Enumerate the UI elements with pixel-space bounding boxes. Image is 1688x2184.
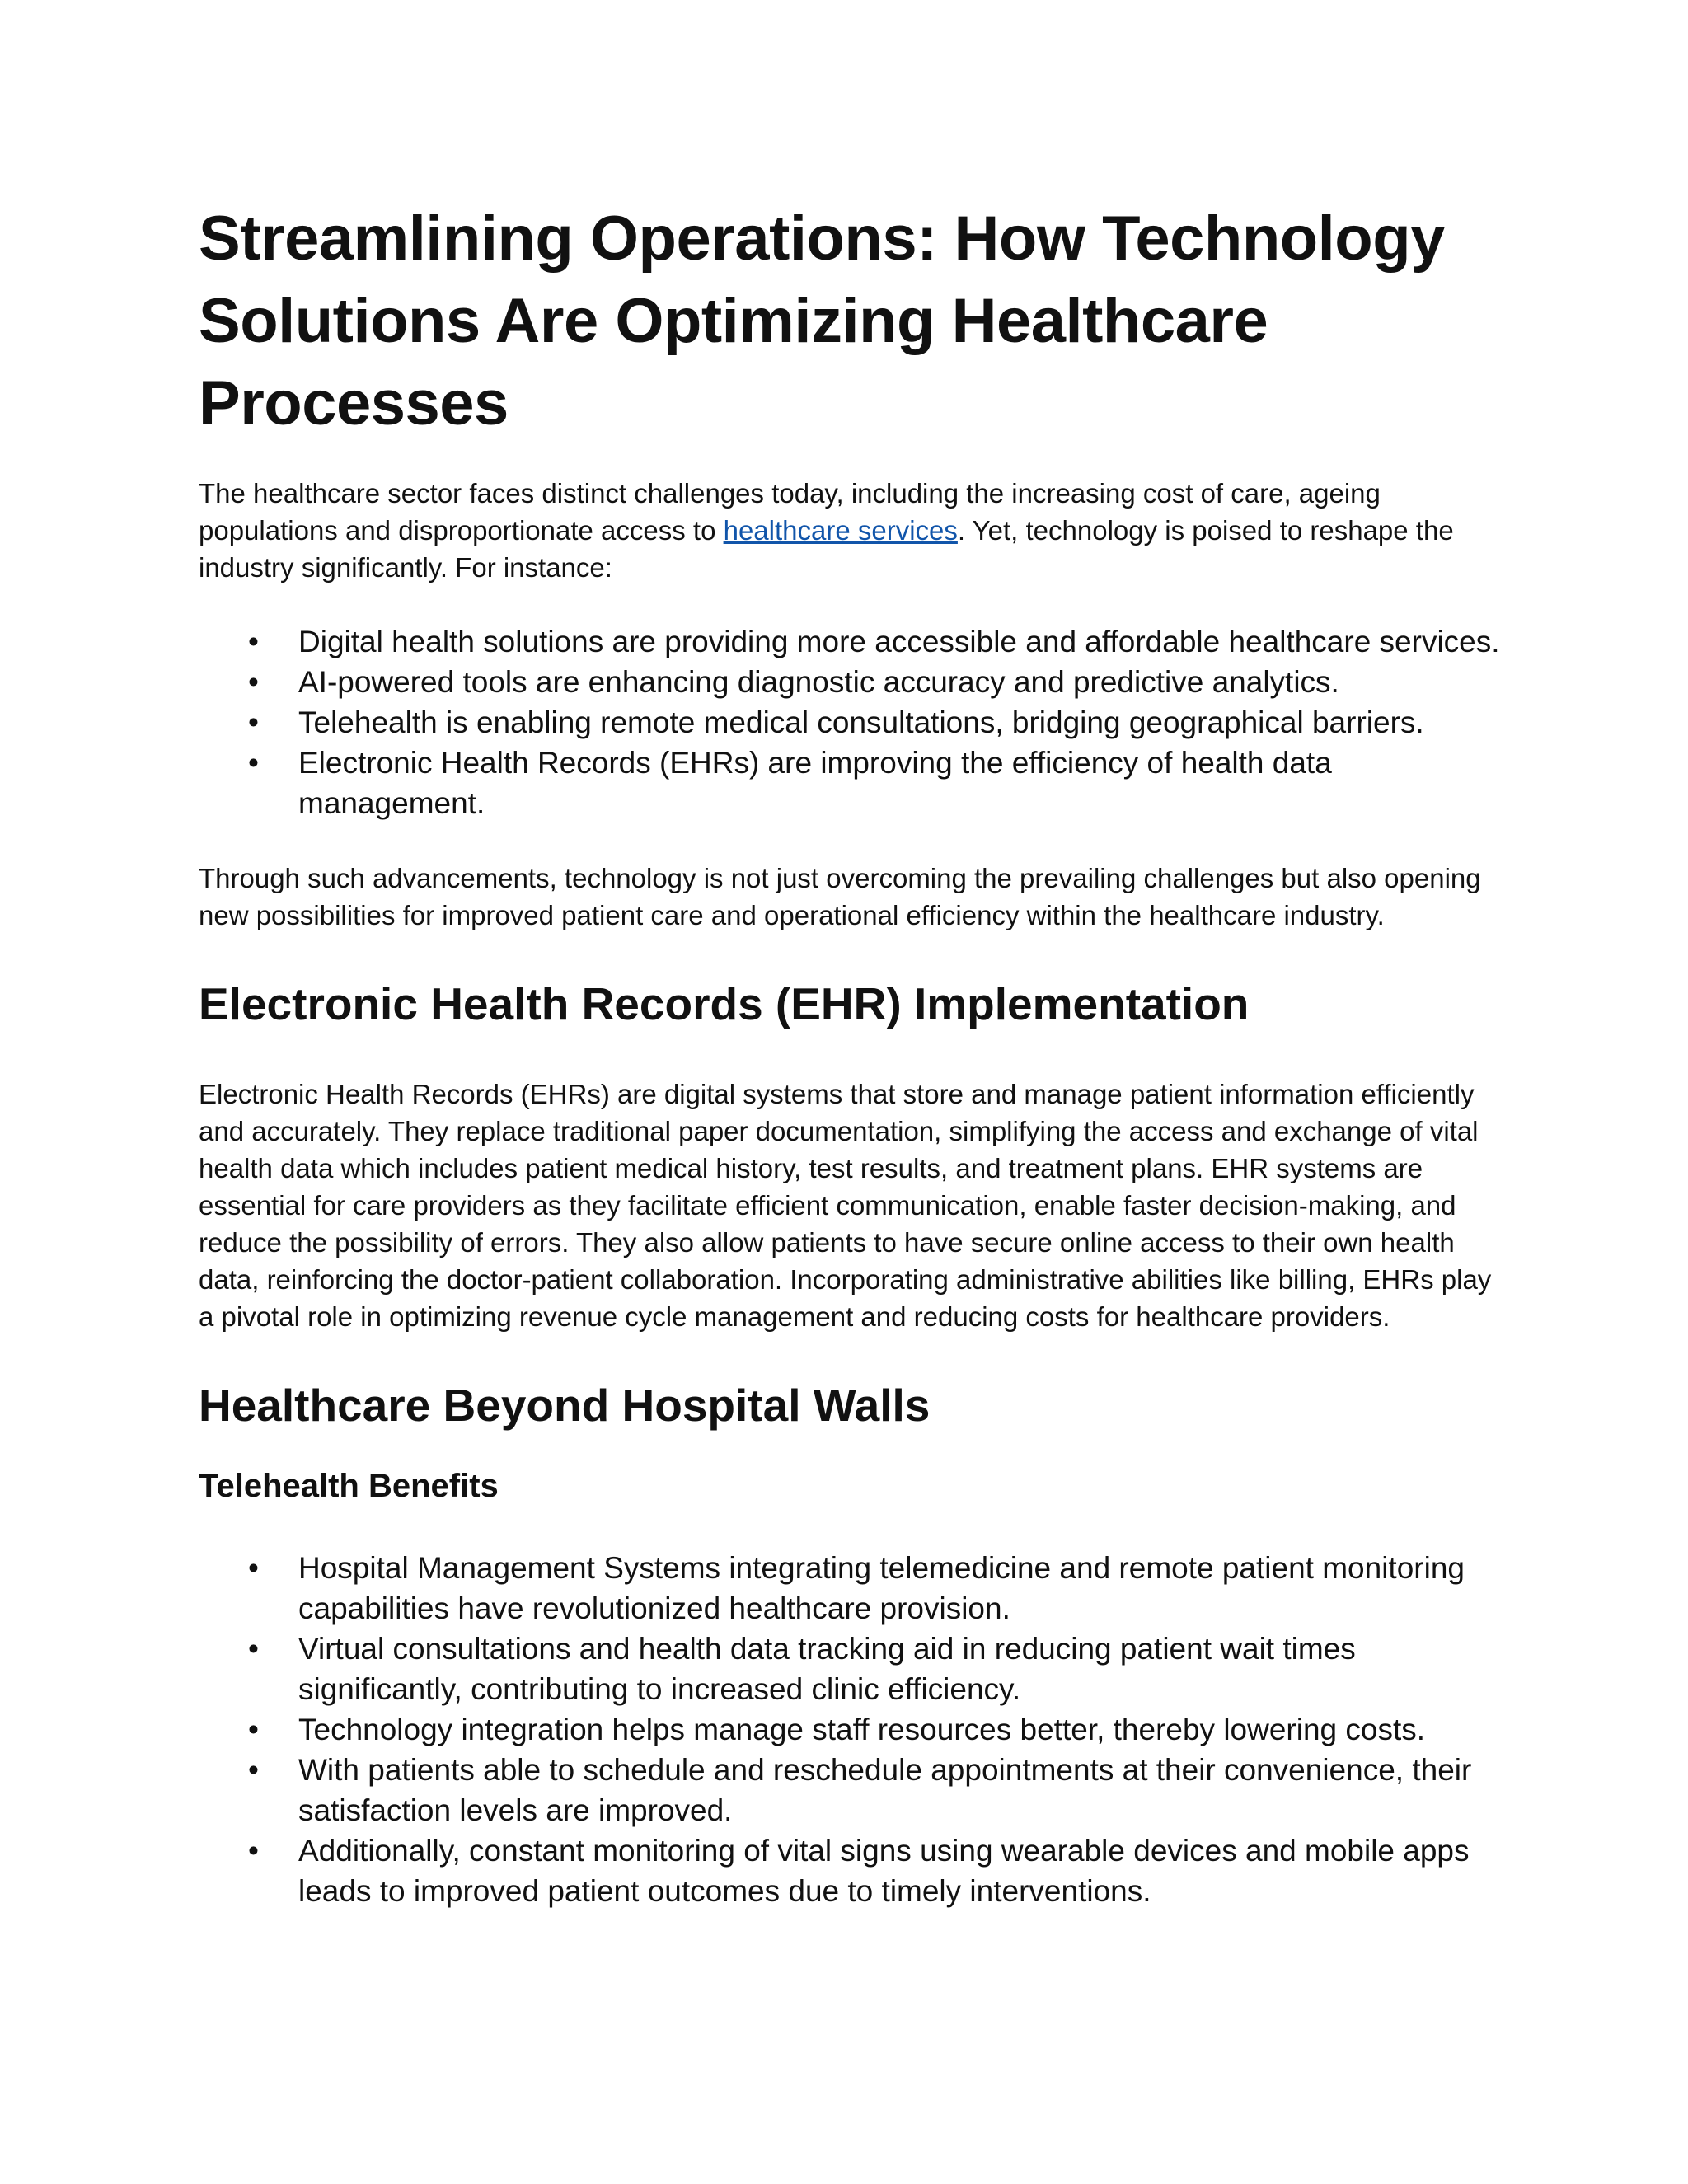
bullet-icon: • [248, 1713, 259, 1746]
list-item [199, 1548, 1501, 1629]
intro-bullet-list [199, 621, 1501, 823]
bullet-icon: • [248, 625, 259, 658]
list-item-text: Additionally, constant monitoring of vital signs using wearable devices and mobile apps leads to improved patient outcomes due to timely interventions. [298, 1834, 1470, 1908]
telehealth-bullet-list [199, 1548, 1501, 1911]
list-item [199, 1629, 1501, 1709]
bullet-icon: • [248, 746, 259, 780]
ehr-section-heading: Electronic Health Records (EHR) Implementation [199, 978, 1250, 1029]
intro-conclusion-paragraph: Through such advancements, technology is not just overcoming the prevailing challenges but also opening new possibilities for improved patient care and operational efficiency within the healthcare industry. [199, 863, 1481, 930]
list-item-text: Technology integration helps manage staff resources better, thereby lowering costs. [298, 1713, 1426, 1746]
list-item-text: Digital health solutions are providing more accessible and affordable healthcare services. [298, 625, 1500, 658]
list-item [199, 1709, 1501, 1750]
bullet-icon: • [248, 705, 259, 739]
bullet-icon: • [248, 1632, 259, 1666]
list-item [199, 662, 1501, 702]
list-item [199, 1750, 1501, 1830]
list-item-text: Hospital Management Systems integrating telemedicine and remote patient monitoring capabilities have revolutionized healthcare provision. [298, 1551, 1465, 1625]
list-item [199, 743, 1501, 823]
list-item-text: Telehealth is enabling remote medical consultations, bridging geographical barriers. [298, 705, 1424, 739]
list-item-text: AI-powered tools are enhancing diagnostic accuracy and predictive analytics. [298, 665, 1339, 699]
list-item-text: With patients able to schedule and reschedule appointments at their convenience, their satisfaction levels are improved. [298, 1753, 1472, 1827]
list-item [199, 1830, 1501, 1911]
intro-text-after-link: . Yet, technology is poised to reshape the industry significantly. For instance: [199, 515, 1454, 583]
beyond-section-heading: Healthcare Beyond Hospital Walls [199, 1380, 931, 1431]
document-content [199, 198, 1501, 1911]
telehealth-subheading: Telehealth Benefits [199, 1468, 499, 1504]
intro-text-before-link: The healthcare sector faces distinct challenges today, including the increasing cost of care, ageing populations and disproportionate access to [199, 478, 1381, 546]
bullet-icon: • [248, 1834, 259, 1868]
list-item-text: Virtual consultations and health data tracking aid in reducing patient wait times significantly, contributing to increased clinic efficiency. [298, 1632, 1356, 1706]
list-item [199, 702, 1501, 743]
bullet-icon: • [248, 1551, 259, 1585]
bullet-icon: • [248, 1753, 259, 1787]
healthcare-services-link[interactable]: healthcare services [723, 515, 958, 546]
list-item-text: Electronic Health Records (EHRs) are improving the efficiency of health data management. [298, 746, 1332, 820]
page-title: Streamlining Operations: How Technology Solutions Are Optimizing Healthcare Processes [199, 204, 1445, 438]
bullet-icon: • [248, 665, 259, 699]
list-item [199, 621, 1501, 662]
intro-paragraph [199, 475, 1501, 586]
ehr-paragraph: Electronic Health Records (EHRs) are digital systems that store and manage patient information efficiently and accurately. They replace traditional paper documentation, simplifying the access and exchange of vital health data which includes patient medical history, test results, and treatment plans. EHR systems are essential for care providers as they facilitate efficient communication, enable faster decision-making, and reduce the possibility of errors. They also allow patients to have secure online access to their own health data, reinforcing the doctor-patient collaboration. Incorporating administrative abilities like billing, EHRs play a pivotal role in optimizing revenue cycle management and reducing costs for healthcare providers. [199, 1079, 1492, 1332]
